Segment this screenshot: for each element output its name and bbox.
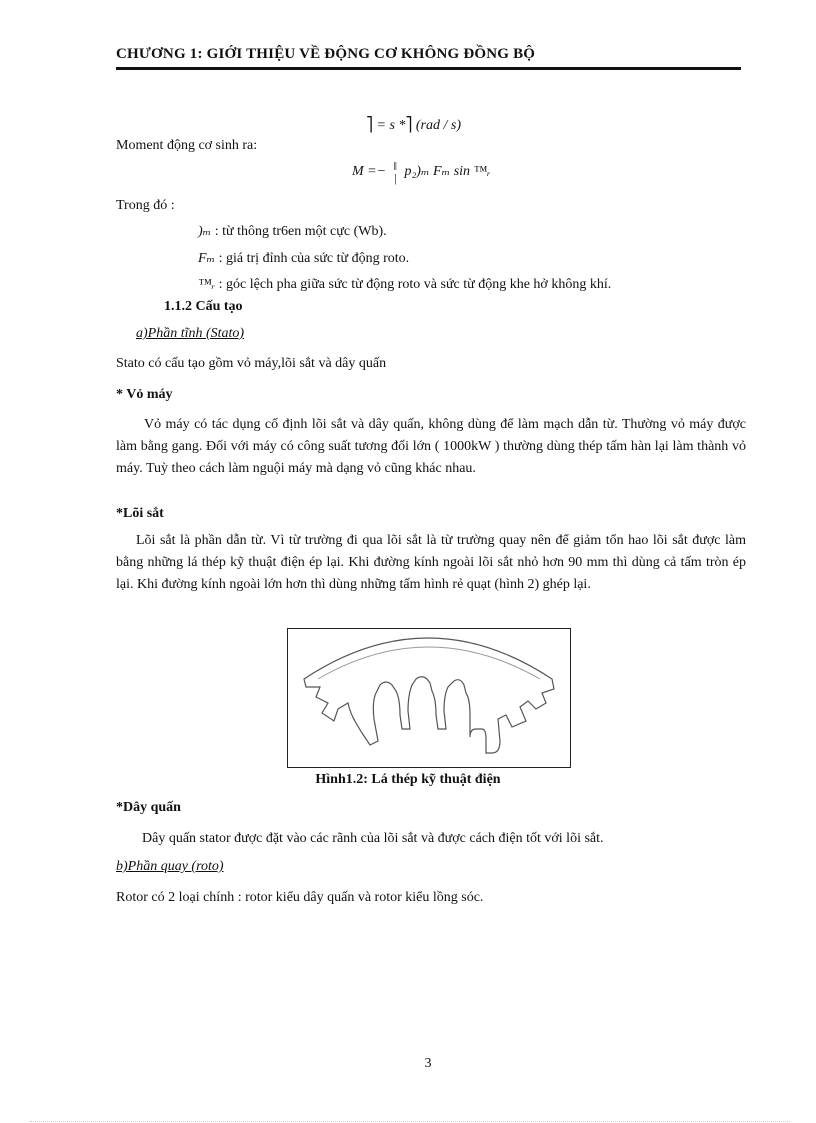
- heading-loi-sat: *Lõi sắt: [116, 506, 164, 521]
- subsection-rotor: b)Phần quay (roto): [116, 859, 224, 874]
- symbol-angle: ™ᵣ: [198, 277, 216, 292]
- definition-angle-text: : góc lệch pha giữa sức từ động roto và sức từ động khe hở không khí.: [215, 277, 612, 292]
- formula-moment-fraction: [394, 160, 397, 184]
- stator-intro: Stato có cấu tạo gồm vỏ máy,lõi sắt và dây quấn: [116, 356, 387, 371]
- figure-caption: Hình1.2: Lá thép kỹ thuật điện: [315, 772, 501, 787]
- fraction-numerator: ‖: [393, 159, 397, 173]
- paragraph-loi-sat: Lõi sắt là phần dẫn từ. Vì từ trường đi qua lõi sắt là từ trường quay nên để giảm tổn hao lõi sắt được làm bằng những lá thép kỹ thuật điện ép lại. Khi đường kính ngoài lõi sắt nhỏ hơn 90 mm thì dùng cả tấm tròn ép lại. Khi đường kính ngoài lớn hơn thì dùng những tấm hình rẻ quạt (hình 2) ghép lại.: [116, 533, 746, 592]
- moment-label: Moment động cơ sinh ra:: [116, 138, 258, 153]
- heading-day-quan: *Dây quấn: [116, 800, 181, 815]
- page-bottom-border: [30, 1121, 790, 1122]
- header-rule: [116, 67, 741, 70]
- definition-angle: [198, 277, 611, 293]
- subsection-stator: a)Phần tĩnh (Stato): [136, 326, 245, 341]
- lamination-shape: [304, 638, 554, 753]
- definition-flux: [198, 223, 387, 240]
- symbol-mmf: Fₘ: [198, 251, 216, 266]
- definition-flux-text: : từ thông tr6en một cực (Wb).: [211, 224, 387, 239]
- section-heading: 1.1.2 Cấu tạo: [164, 299, 243, 314]
- formula-moment-lhs: M =−: [352, 164, 387, 180]
- rotor-text: Rotor có 2 loại chính : rotor kiểu dây quấn và rotor kiểu lồng sóc.: [116, 890, 484, 905]
- trong-do-label: Trong đó :: [116, 198, 175, 213]
- formula-moment: [352, 160, 491, 184]
- formula-moment-rhs: p₂)ₘ Fₘ sin ™ᵣ: [404, 164, 491, 180]
- page-number: 3: [424, 1056, 432, 1071]
- paragraph-vo-may: Vỏ máy có tác dụng cố định lõi sắt và dây quấn, không dùng để làm mạch dẫn từ. Thường vỏ máy được làm bằng gang. Đối với máy có công suất tương đối lớn ( 1000kW ) thường dùng thép tấm hàn lại làm thành vỏ máy. Tuỳ theo cách làm nguội máy mà dạng vỏ cũng khác nhau.: [116, 417, 746, 476]
- fraction-denominator: |: [393, 171, 397, 185]
- lamination-drawing: [288, 629, 570, 767]
- symbol-flux: )ₘ: [198, 224, 212, 239]
- chapter-header: CHƯƠNG 1: GIỚI THIỆU VỀ ĐỘNG CƠ KHÔNG ĐỒNG BỘ: [116, 46, 536, 62]
- formula-slip-speed: ⎤ = s *⎤ (rad / s): [366, 118, 462, 133]
- definition-mmf-text: : giá trị đỉnh của sức từ động roto.: [215, 251, 410, 266]
- figure-lamination: [287, 628, 571, 768]
- definition-mmf: [198, 250, 409, 267]
- heading-vo-may: * Vỏ máy: [116, 387, 173, 402]
- paragraph-day-quan: Dây quấn stator được đặt vào các rãnh của lõi sắt và được cách điện tốt với lõi sắt.: [142, 831, 604, 846]
